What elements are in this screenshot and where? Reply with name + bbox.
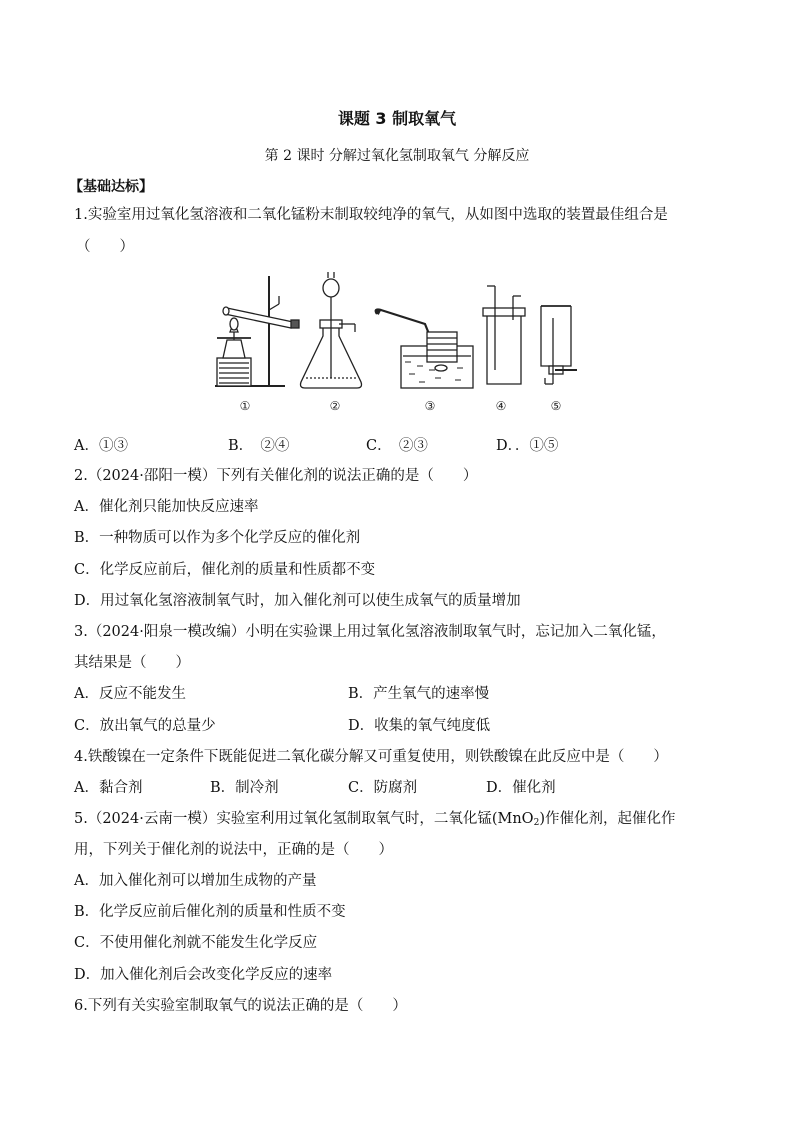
apparatus-3-water-trough <box>376 310 473 389</box>
question-5-option-c[interactable]: C．不使用催化剂就不能发生化学反应 <box>74 935 318 951</box>
question-5-line-2: 用，下列关于催化剂的说法中，正确的是（ ） <box>74 842 393 858</box>
page-subtitle: 第 2 课时 分解过氧化氢制取氧气 分解反应 <box>264 148 530 164</box>
question-3-option-b[interactable]: B．产生氧气的速率慢 <box>348 686 490 702</box>
question-4-line-1: 4.铁酸镍在一定条件下既能促进二氧化碳分解又可重复使用，则铁酸镍在此反应中是（ ） <box>74 749 668 765</box>
apparatus-label-2: ② <box>329 399 341 413</box>
question-2-option-c[interactable]: C．化学反应前后，催化剂的质量和性质都不变 <box>74 562 376 578</box>
apparatus-figure <box>205 266 585 416</box>
question-3-line-1: 3.（2024·阳泉一模改编）小明在实验课上用过氧化氢溶液制取氧气时，忘记加入二氧化锰， <box>74 624 666 640</box>
question-1-option-b[interactable]: B． ②④ <box>228 438 290 454</box>
apparatus-2-conical-flask <box>301 272 362 388</box>
question-3-option-a[interactable]: A．反应不能发生 <box>74 686 186 702</box>
question-5-option-a[interactable]: A．加入催化剂可以增加生成物的产量 <box>74 873 317 889</box>
question-4-option-b[interactable]: B．制冷剂 <box>210 780 279 796</box>
question-5-line-1-tail: )作催化剂，起催化作 <box>539 811 676 827</box>
question-3-option-d[interactable]: D．收集的氧气纯度低 <box>348 718 491 734</box>
question-3-line-2: 其结果是（ ） <box>74 655 190 671</box>
question-3-option-c[interactable]: C．放出氧气的总量少 <box>74 718 216 734</box>
section-heading: 【基础达标】 <box>69 179 153 195</box>
question-1-option-d[interactable]: D．．①⑤ <box>496 438 559 454</box>
apparatus-label-3: ③ <box>424 399 436 413</box>
apparatus-label-1: ① <box>239 399 251 413</box>
question-5-option-b[interactable]: B．化学反应前后催化剂的质量和性质不变 <box>74 904 346 920</box>
question-5-line-1 <box>74 809 675 833</box>
apparatus-label-5: ⑤ <box>550 399 562 413</box>
apparatus-5-inverted-bottle <box>541 306 577 384</box>
apparatus-label-4: ④ <box>495 399 507 413</box>
question-4-option-d[interactable]: D．催化剂 <box>486 780 556 796</box>
question-6-line-1: 6.下列有关实验室制取氧气的说法正确的是（ ） <box>74 998 407 1014</box>
mno2-subscript: 2 <box>533 818 540 828</box>
question-2-line-1: 2.（2024·邵阳一模）下列有关催化剂的说法正确的是（ ） <box>74 468 478 484</box>
question-1-line-2: （ ） <box>76 239 134 255</box>
question-5-line-1-text: 5.（2024·云南一模）实验室利用过氧化氢制取氧气时，二氧化锰(MnO <box>74 811 534 827</box>
question-2-option-b[interactable]: B．一种物质可以作为多个化学反应的催化剂 <box>74 530 361 546</box>
apparatus-4-collection-bottle <box>483 286 525 384</box>
apparatus-1-heating-setup <box>215 276 299 386</box>
question-4-option-c[interactable]: C．防腐剂 <box>348 780 418 796</box>
question-4-option-a[interactable]: A．黏合剂 <box>74 780 143 796</box>
question-1-line-1: 1.实验室用过氧化氢溶液和二氧化锰粉末制取较纯净的氧气，从如图中选取的装置最佳组合是 <box>74 207 668 223</box>
question-1-option-a[interactable]: A．①③ <box>74 438 128 454</box>
page-title: 课题 3 制取氧气 <box>337 109 457 128</box>
question-2-option-a[interactable]: A．催化剂只能加快反应速率 <box>74 499 259 515</box>
question-2-option-d[interactable]: D．用过氧化氢溶液制氧气时，加入催化剂可以使生成氧气的质量增加 <box>74 593 521 609</box>
question-5-option-d[interactable]: D．加入催化剂后会改变化学反应的速率 <box>74 967 333 983</box>
question-1-option-c[interactable]: C． ②③ <box>366 438 428 454</box>
